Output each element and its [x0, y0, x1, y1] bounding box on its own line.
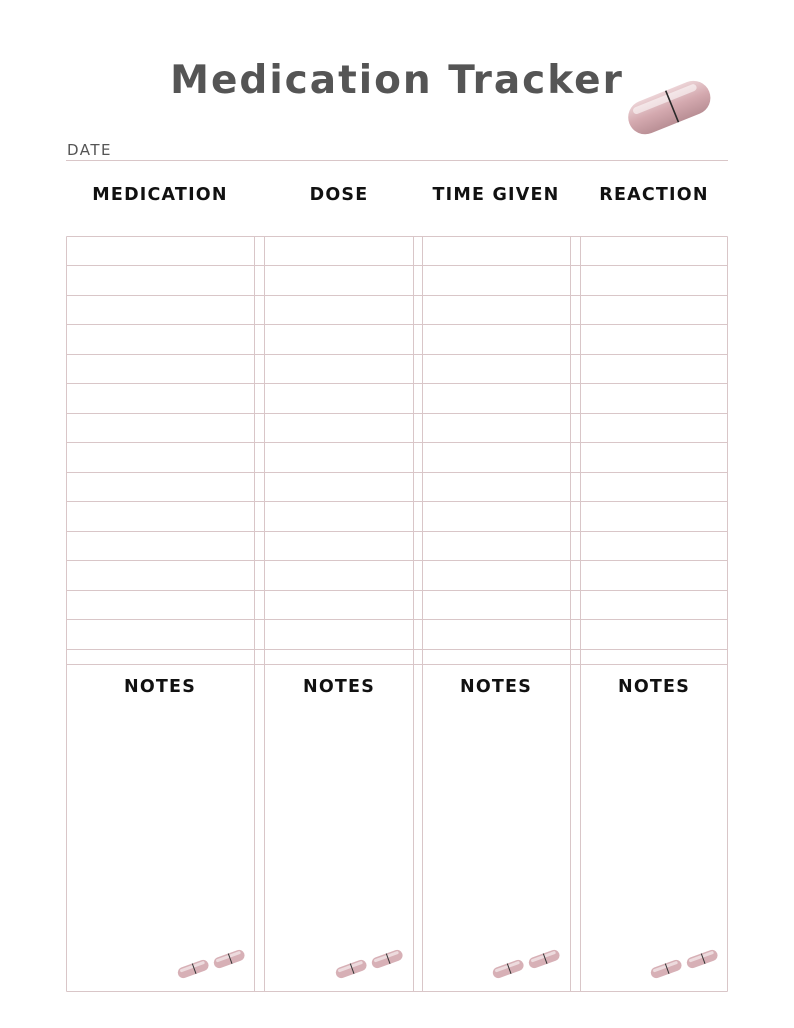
header-medication: MEDICATION: [92, 185, 228, 205]
capsule-pair-icon: [649, 948, 719, 979]
capsule-pair-icon: [491, 948, 561, 979]
notes-header-reaction: NOTES: [617, 677, 691, 697]
date-label: DATE: [67, 141, 113, 159]
notes-header-dose: NOTES: [302, 677, 376, 697]
notes-header-medication: NOTES: [123, 677, 197, 697]
page-title: Medication Tracker: [170, 58, 624, 103]
capsule-pair-icon: [176, 948, 246, 979]
header-time-given: TIME GIVEN: [432, 185, 560, 205]
header-dose: DOSE: [309, 185, 369, 205]
notes-header-time-given: NOTES: [459, 677, 533, 697]
capsule-pair-icon: [334, 948, 404, 979]
header-reaction: REACTION: [599, 185, 709, 205]
